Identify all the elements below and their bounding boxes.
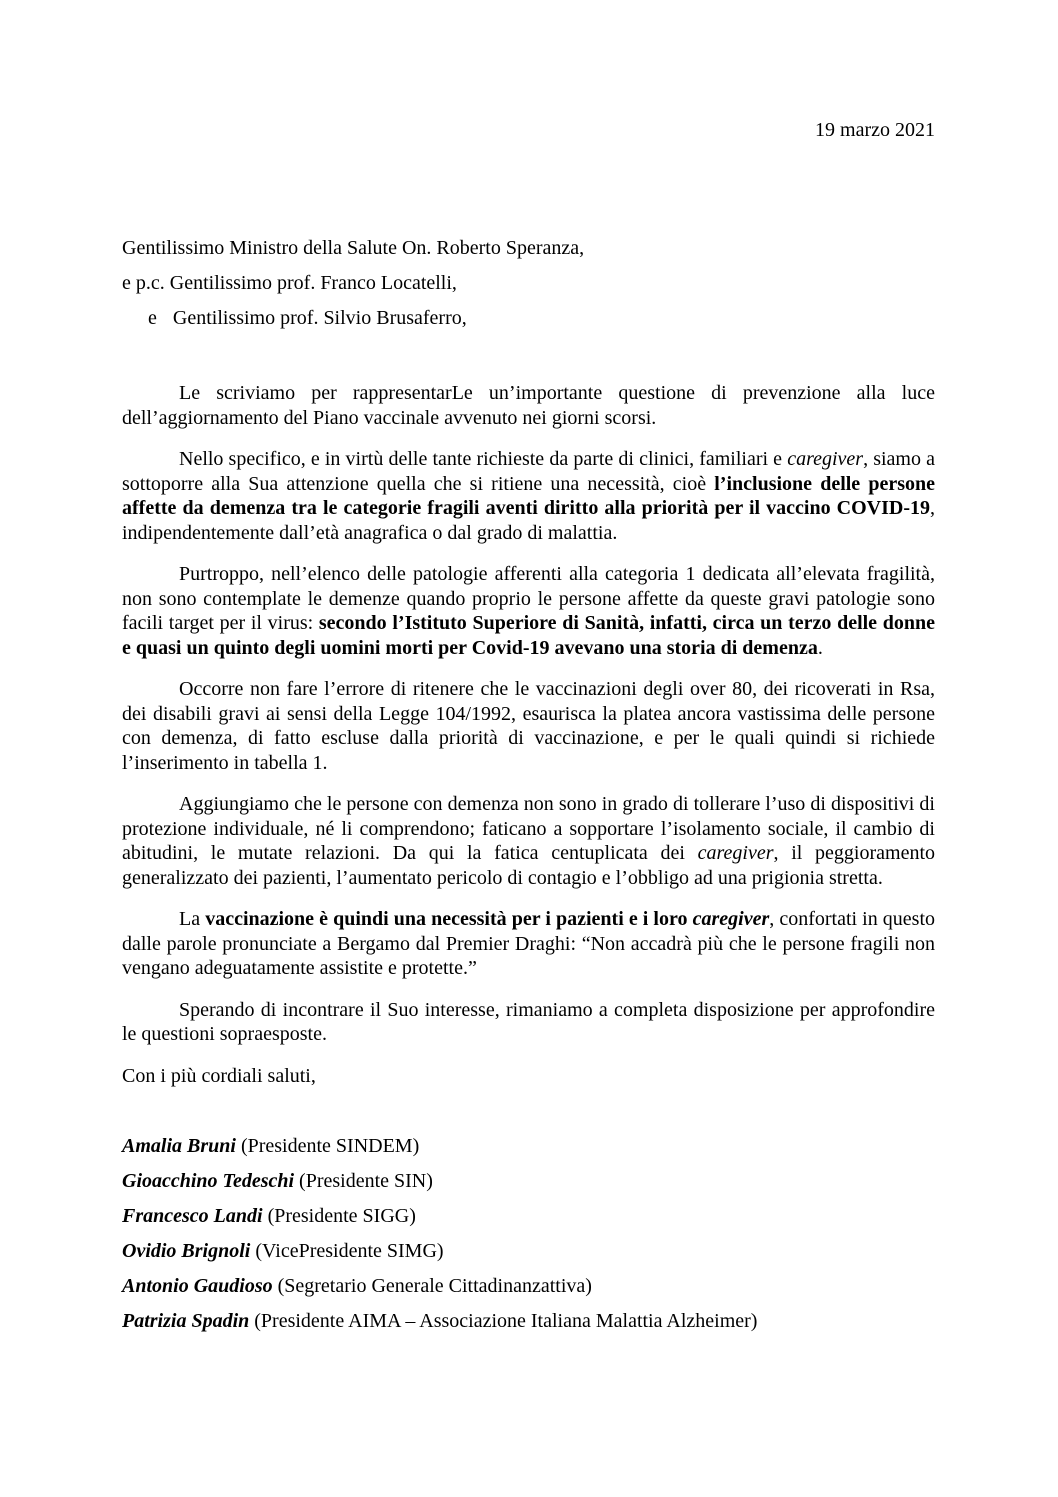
letter-body [122,381,935,1047]
text-run: Le scriviamo per rappresentarLe un’importante questione di prevenzione alla luce dell’aggiornamento del Piano vaccinale avvenuto nei giorni scorsi. [122,382,935,429]
signature-role: (Presidente SIGG) [262,1204,416,1227]
text-run: vaccinazione è quindi una necessità per i pazienti e i loro [205,908,693,930]
text-run: , indipendentemente dall’età anagrafica o dal grado di malattia. [122,497,935,544]
text-run: l’inclusione delle persone affette da demenza tra le categorie fragili aventi diritto alla priorità per il vaccino COVID-19 [122,472,935,519]
text-run: , il peggioramento generalizzato dei pazienti, l’aumentato pericolo di contagio e l’obbligo ad una prigionia stretta. [122,842,935,889]
signature-name: Patrizia Spadin [122,1309,250,1332]
signature-line [122,1274,935,1299]
text-run: caregiver [697,842,774,864]
text-run: Sperando di incontrare il Suo interesse, rimaniamo a completa disposizione per approfondire le questioni sopraesposte. [122,998,935,1045]
recipient-line [122,271,935,296]
signature-line [122,1204,935,1229]
signature-line [122,1169,935,1194]
signature-name: Gioacchino Tedeschi [122,1169,295,1192]
signature-block [122,1134,935,1334]
text-run: secondo l’Istituto Superiore di Sanità, infatti, circa un terzo delle donne e quasi un quinto degli uomini morti per Covid-19 avevano una storia di demenza [122,612,935,659]
signature-line [122,1134,935,1159]
paragraph [122,381,935,430]
text-run: Occorre non fare l’errore di ritenere che le vaccinazioni degli over 80, dei ricoverati in Rsa, dei disabili gravi ai sensi della Legge 104/1992, esaurisca la platea ancora vastissima delle persone con demenza, di fatto escluse dalla priorità di vaccinazione, e per le quali quindi si richiede l’inserimento in tabella 1. [122,678,935,774]
paragraph [122,907,935,981]
recipient-text: Gentilissimo Ministro della Salute On. Roberto Speranza, [122,237,585,259]
text-run: , siamo a sottoporre alla Sua attenzione quella che si ritiene una necessità, cioè [122,448,935,495]
text-run: Purtroppo, nell’elenco delle patologie afferenti alla categoria 1 dedicata all’elevata fragilità, non sono contemplate le demenze quando proprio le persone affette da queste gravi patologie sono facili target per il virus: [122,563,935,634]
signature-role: (VicePresidente SIMG) [250,1239,444,1262]
letter-date: 19 marzo 2021 [815,119,935,141]
text-run: caregiver [787,448,864,470]
paragraph [122,792,935,890]
signature-line [122,1309,935,1334]
text-run: La [179,908,206,930]
recipient-prefix: e [148,307,157,329]
signature-role: (Presidente SINDEM) [235,1134,420,1157]
text-run: , confortati in questo dalle parole pronunciate a Bergamo dal Premier Draghi: “Non accadrà più che le persone fragili non vengano adeguatamente assistite e protette.” [122,908,936,979]
recipient-line [122,236,935,261]
signature-role: (Presidente AIMA – Associazione Italiana Malattia Alzheimer) [249,1309,758,1332]
recipient-text: Gentilissimo prof. Silvio Brusaferro, [172,307,467,329]
paragraph [122,447,935,545]
text-run: caregiver [692,908,770,930]
signature-name: Ovidio Brignoli [122,1239,251,1262]
signature-name: Amalia Bruni [122,1134,236,1157]
signature-line [122,1239,935,1264]
paragraph [122,998,935,1047]
paragraph [122,677,935,775]
paragraph [122,562,935,660]
recipient-prefix: e p.c. [122,272,165,294]
signature-name: Francesco Landi [122,1204,263,1227]
closing-salutation: Con i più cordiali saluti, [122,1064,316,1087]
signature-role: (Segretario Generale Cittadinanzattiva) [272,1274,592,1297]
recipient-block [122,236,935,331]
text-run: Nello specifico, e in virtù delle tante richieste da parte di clinici, familiari e [179,448,788,470]
signature-name: Antonio Gaudioso [122,1274,273,1297]
text-run: . [817,636,823,659]
signature-role: (Presidente SIN) [294,1169,433,1192]
recipient-text: Gentilissimo prof. Franco Locatelli, [169,272,457,294]
recipient-line [122,306,935,331]
text-run: Aggiungiamo che le persone con demenza non sono in grado di tollerare l’uso di dispositivi di protezione individuale, né li comprendono; faticano a sopportare l’isolamento sociale, il cambio di abitudini, le mutate relazioni. Da qui la fatica centuplicata dei [122,793,935,864]
